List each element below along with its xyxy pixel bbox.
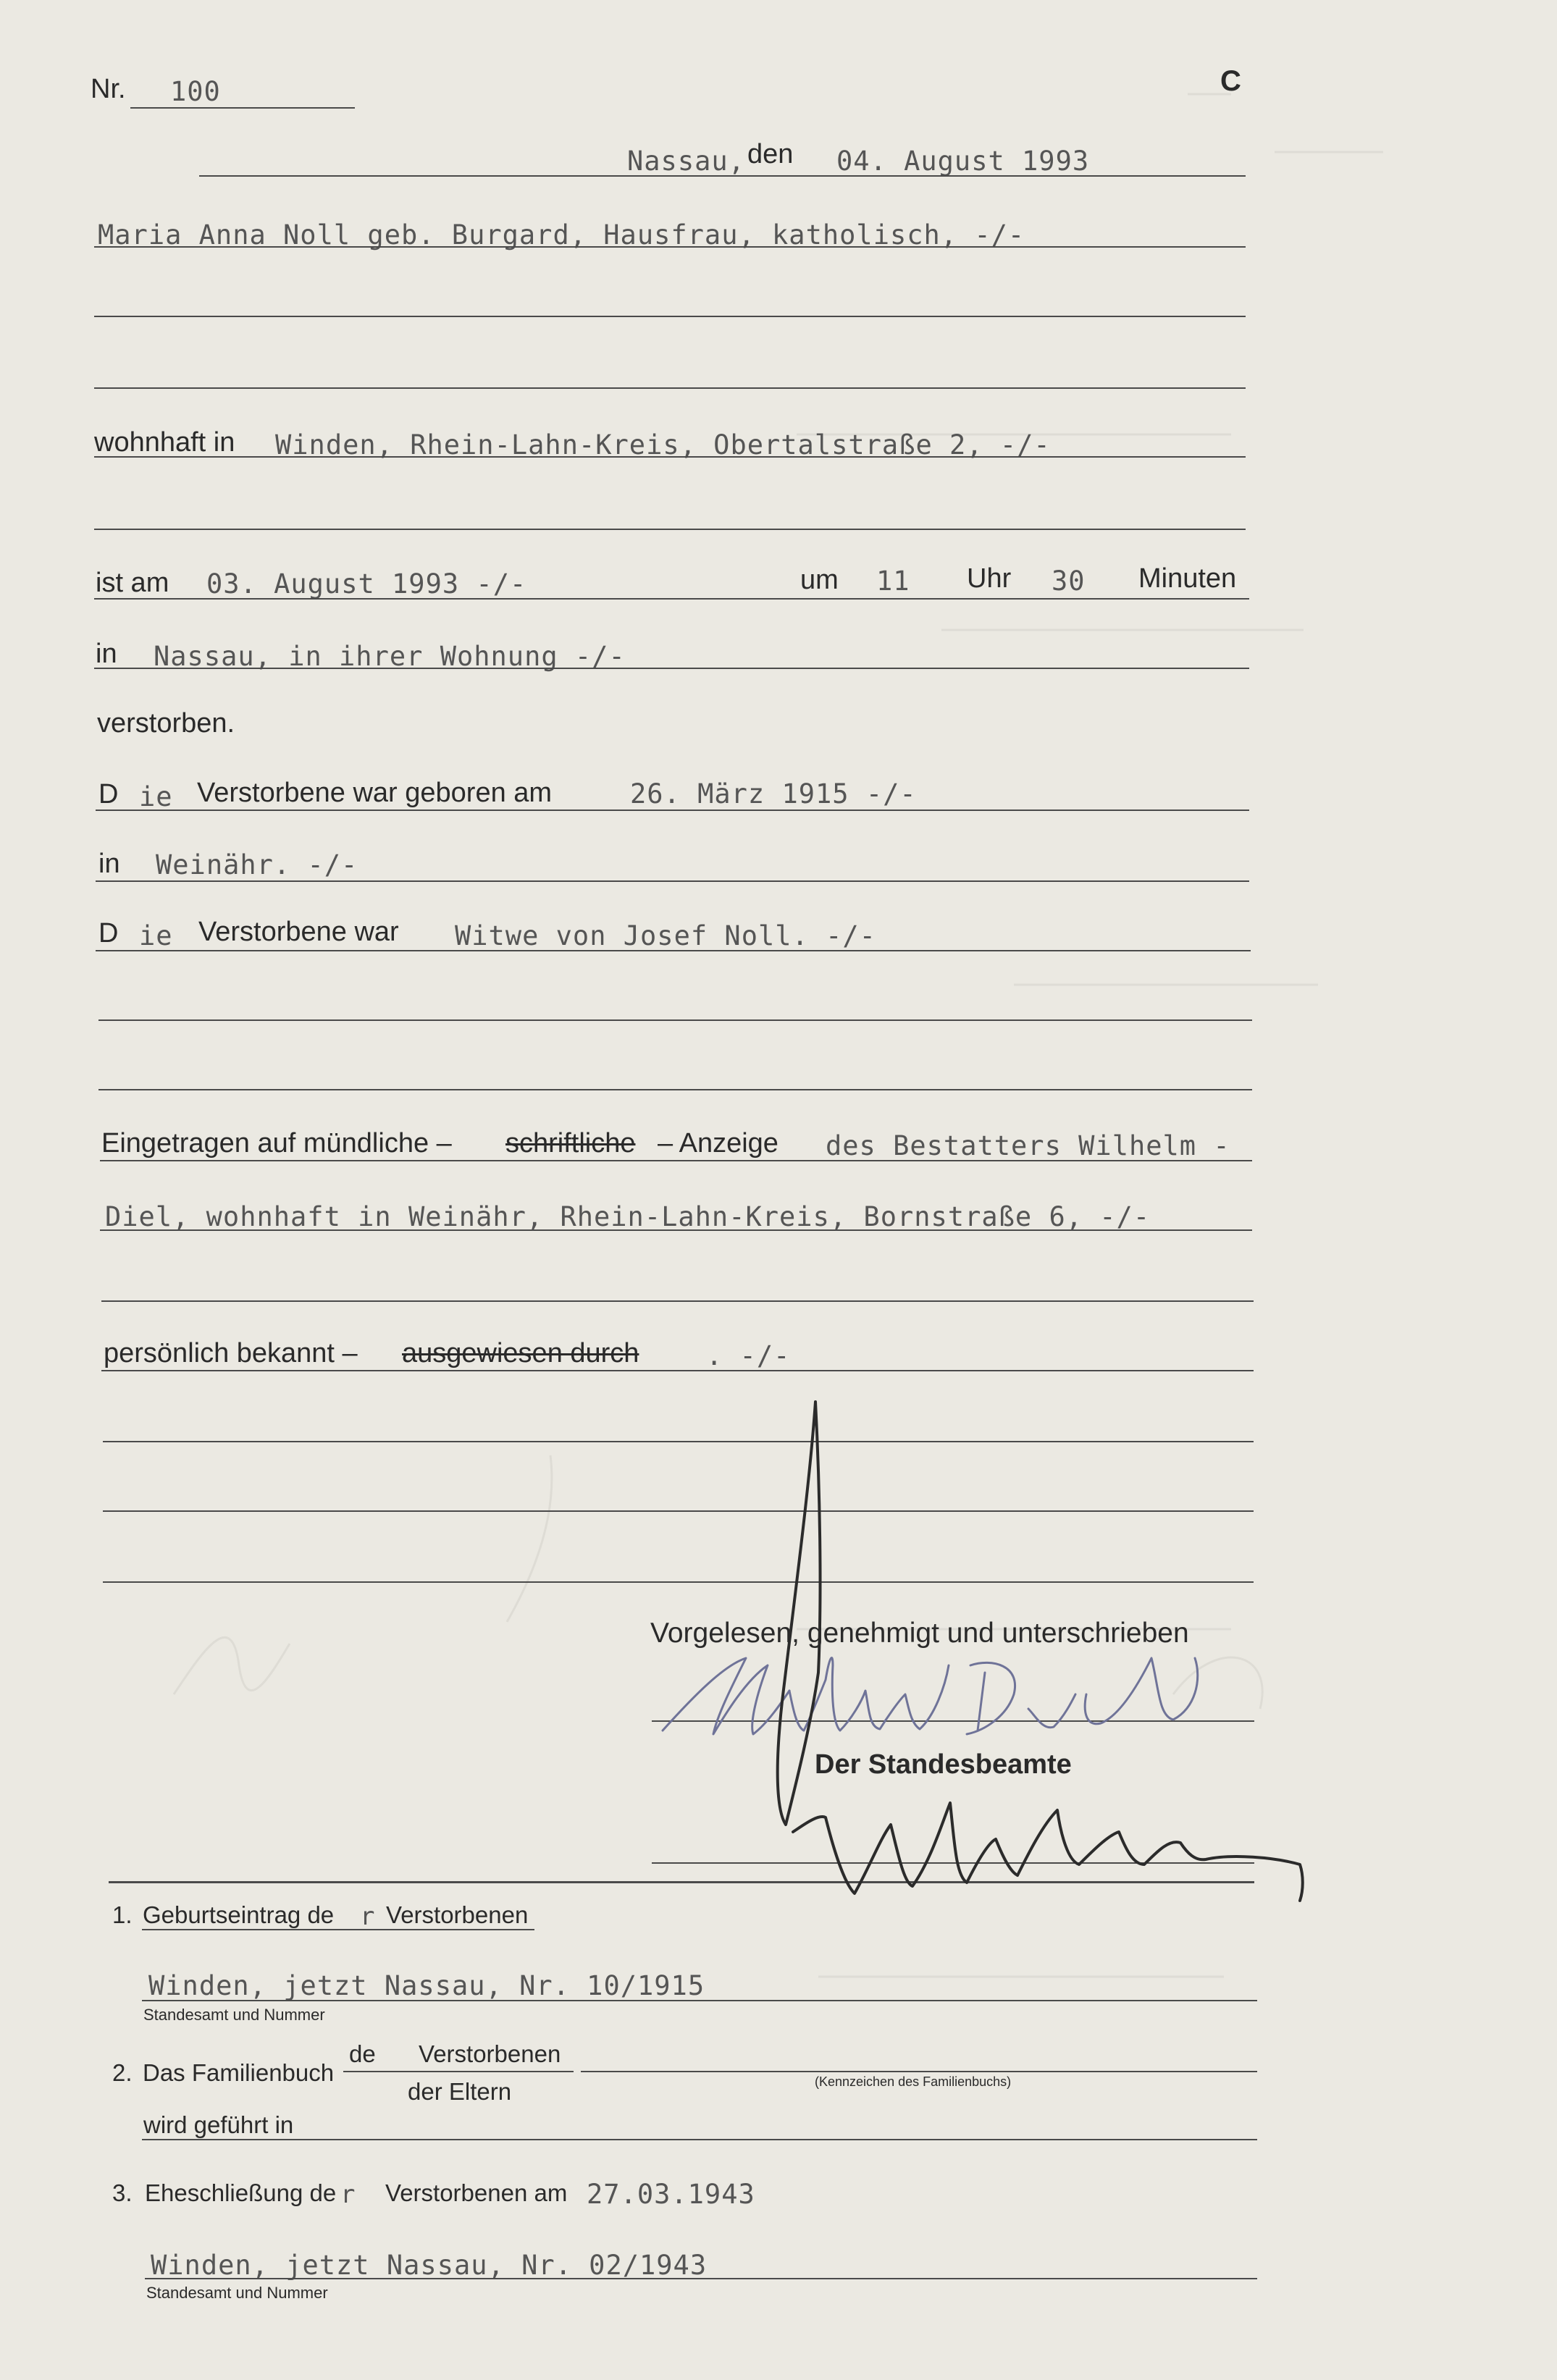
report-label-b: – Anzeige (658, 1128, 778, 1159)
note-1-label-a: Geburtseintrag de (143, 1901, 335, 1928)
nr-label: Nr. (91, 74, 126, 104)
note-3-label-b: Verstorbenen am (385, 2179, 568, 2206)
note-2-caption: (Kennzeichen des Familienbuchs) (815, 2074, 1012, 2089)
d-suffix-2: ie (139, 920, 173, 951)
informant-line-1: des Bestatters Wilhelm - (826, 1130, 1230, 1161)
d-suffix: ie (139, 781, 173, 812)
d-prefix: D (98, 779, 119, 810)
note-2-de: de (349, 2040, 376, 2067)
note-2-line-2 (142, 2139, 1257, 2140)
status-label: Verstorbene war (198, 917, 399, 947)
birth-place: Weinähr. -/- (156, 849, 358, 880)
place: Nassau, (627, 146, 745, 177)
note-1-label-underline (142, 1929, 534, 1930)
note-1-line (142, 2000, 1257, 2001)
marriage-register-entry: Winden, jetzt Nassau, Nr. 02/1943 (151, 2250, 708, 2281)
note-3-line (145, 2278, 1257, 2279)
signature-statement: Vorgelesen, genehmigt und unterschrieben (650, 1618, 1189, 1649)
note-1-num: 1. (112, 1901, 133, 1928)
note-1-caption: Standesamt und Nummer (143, 2006, 325, 2024)
d-prefix-2: D (98, 918, 119, 949)
death-hour: 11 (876, 565, 910, 597)
death-date-label: ist am (96, 568, 169, 598)
note-2-gefuehrt: wird geführt in (143, 2111, 294, 2138)
registrar-label: Der Standesbeamte (815, 1749, 1072, 1780)
known-struck: ausgewiesen durch (402, 1338, 639, 1368)
marital-status: Witwe von Josef Noll. -/- (455, 920, 876, 951)
note-3-fill: r (340, 2180, 356, 2209)
death-place: Nassau, in ihrer Wohnung -/- (154, 641, 626, 672)
known-label: persönlich bekannt – (104, 1338, 358, 1368)
death-date: 03. August 1993 -/- (206, 568, 527, 600)
birth-in-label: in (98, 849, 120, 879)
note-2-num: 2. (112, 2059, 133, 2086)
entry-date: 04. August 1993 (836, 146, 1090, 177)
note-1-label-b: Verstorbenen (386, 1901, 529, 1928)
minuten-label: Minuten (1138, 563, 1237, 594)
den-label: den (747, 139, 794, 169)
residence: Winden, Rhein-Lahn-Kreis, Obertalstraße 2, -/- (275, 429, 1051, 461)
note-2-label: Das Familienbuch (143, 2059, 335, 2086)
death-minute: 30 (1052, 565, 1086, 597)
marriage-date: 27.03.1943 (587, 2179, 755, 2210)
uhr-label: Uhr (967, 563, 1012, 594)
note-1-fill: r (360, 1902, 376, 1931)
nr-value: 100 (170, 76, 221, 107)
report-label-a: Eingetragen auf mündliche – (101, 1128, 452, 1159)
informant-line-2: Diel, wohnhaft in Weinähr, Rhein-Lahn-Kreis, Bornstraße 6, -/- (105, 1201, 1151, 1232)
note-3-label-a: Eheschließung de (145, 2179, 337, 2206)
note-2-fraction-line (343, 2071, 574, 2072)
deceased-name: Maria Anna Noll geb. Burgard, Hausfrau, katholisch, -/- (98, 219, 1025, 251)
report-label-struck: schriftliche (505, 1128, 636, 1159)
known-value: . -/- (706, 1340, 791, 1371)
birth-label: Verstorbene war geboren am (197, 778, 553, 808)
um-label: um (800, 565, 839, 595)
note-3-num: 3. (112, 2179, 133, 2206)
note-2-line (581, 2071, 1257, 2072)
register-letter: C (1220, 65, 1241, 97)
note-2-verstorbenen: Verstorbenen (419, 2040, 561, 2067)
note-2-eltern: der Eltern (408, 2078, 512, 2105)
note-3-caption: Standesamt und Nummer (146, 2284, 328, 2302)
verstorben-label: verstorben. (97, 708, 235, 739)
residence-label: wohnhaft in (94, 427, 235, 458)
birth-register-entry: Winden, jetzt Nassau, Nr. 10/1915 (148, 1970, 705, 2001)
death-in-label: in (96, 639, 117, 669)
birth-date: 26. März 1915 -/- (630, 778, 917, 810)
